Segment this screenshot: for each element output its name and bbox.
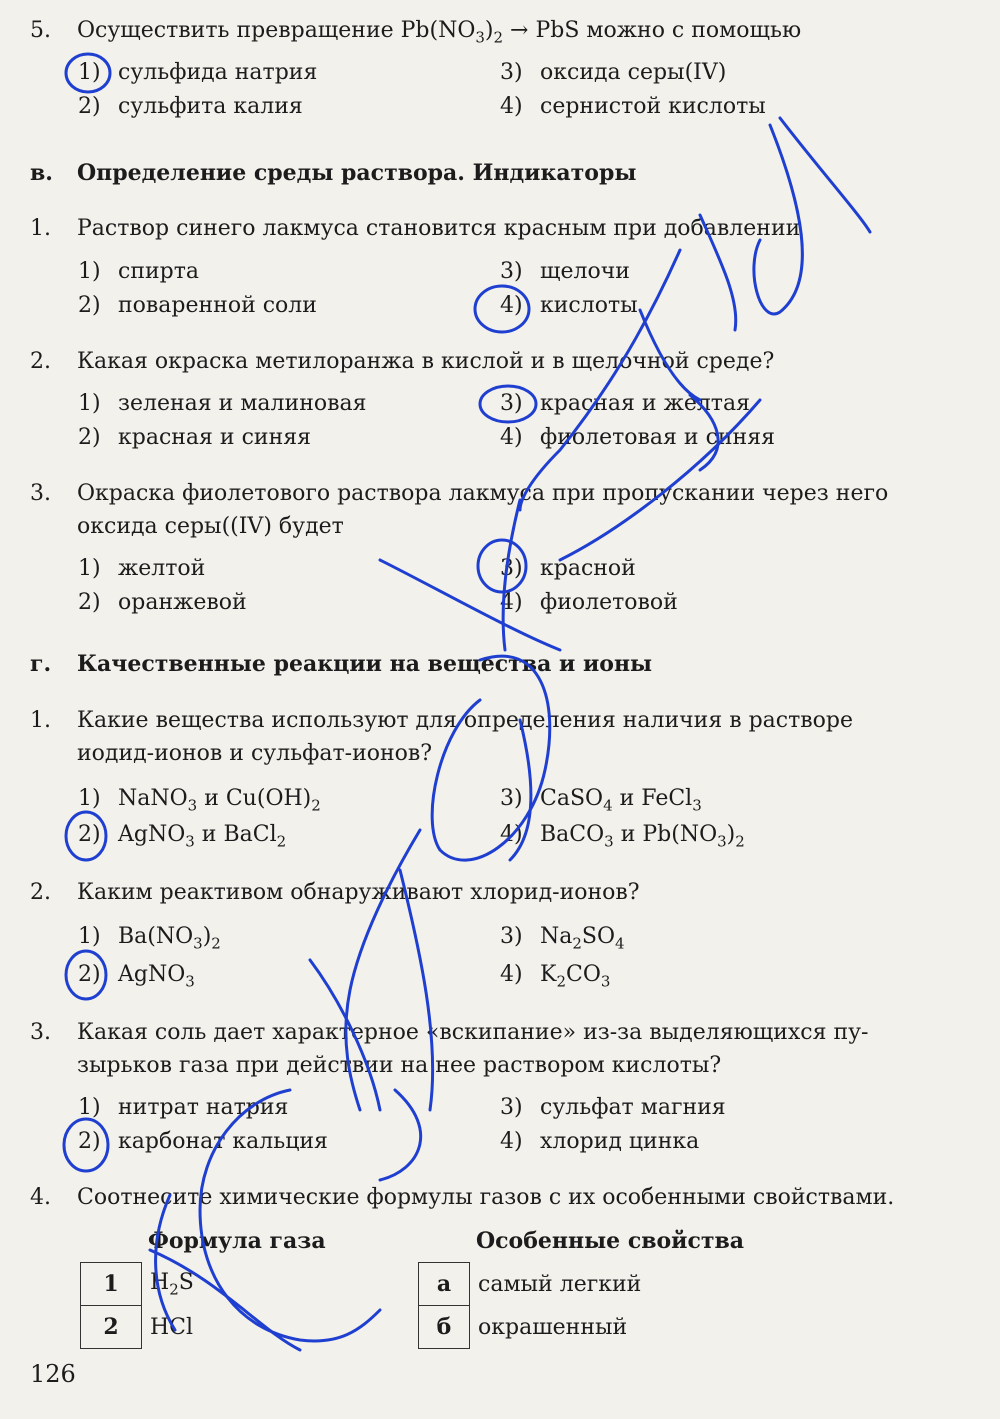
- option: 3) CaSO$_4$ и FeCl$_3$: [500, 786, 702, 815]
- table-header-formula: Формула газа: [148, 1228, 326, 1254]
- question-g4: 4. Соотнесите химические формулы газов с их особенными свойствами.: [30, 1185, 895, 1210]
- option: 4) сернистой кислоты: [500, 94, 766, 119]
- question-v1: 1. Раствор синего лакмуса становится красным при добавлении: [30, 216, 801, 241]
- question-number: 5.: [30, 18, 51, 43]
- question-g3: 3. Какая соль дает характерное «вскипание» из-за выделяющихся пу- зырьков газа при действии на нее раствором кислоты?: [30, 1020, 869, 1078]
- question-v3: 3. Окраска фиолетового раствора лакмуса при пропускании через него оксида серы((IV) будет: [30, 481, 889, 539]
- page-number: 126: [30, 1360, 76, 1388]
- option: 4) $K_2CO_3$: [500, 962, 611, 991]
- option: 4) фиолетовая и синяя: [500, 425, 775, 450]
- option: 3) щелочи: [500, 259, 630, 284]
- option: 2) AgNO$_3$: [78, 962, 195, 991]
- option: 1) NaNO$_3$ и $Cu(OH)_2$: [78, 786, 321, 815]
- scribble-stroke: [380, 1090, 421, 1180]
- option: 3) красная и желтая: [500, 391, 750, 416]
- option: 4) кислоты: [500, 293, 638, 318]
- table-row: 2 HCl: [81, 1306, 351, 1349]
- question-g1: 1. Какие вещества используют для определения наличия в растворе иодид-ионов и сульфат-ионов?: [30, 708, 854, 766]
- table-header-properties: Особенные свойства: [476, 1228, 745, 1254]
- option: 1) спирта: [78, 259, 200, 284]
- option: 1) желтой: [78, 556, 206, 581]
- option: 1) нитрат натрия: [78, 1095, 289, 1120]
- formula-table: [80, 1262, 351, 1349]
- option: 2) красная и синяя: [78, 425, 311, 450]
- option: 4) хлорид цинка: [500, 1129, 700, 1154]
- option: 2) поваренной соли: [78, 293, 317, 318]
- section-heading: г. Качественные реакции на вещества и ионы: [30, 651, 653, 677]
- option: 4) BaCO$_3$ и $Pb(NO_3)_2$: [500, 822, 745, 851]
- table-row: б окрашенный: [419, 1306, 779, 1349]
- option: 3) сульфат магния: [500, 1095, 726, 1120]
- option: 2) AgNO$_3$ и BaCl$_2$: [78, 822, 287, 851]
- option: 3) красной: [500, 556, 636, 581]
- scribble-stroke: [520, 250, 680, 510]
- section-heading: в. Определение среды раствора. Индикаторы: [30, 160, 637, 186]
- question-5: [30, 14, 950, 54]
- question-text: Осуществить превращение $Pb(NO_3)_2$ → PbS можно с помощью: [77, 18, 802, 47]
- option: 4) фиолетовой: [500, 590, 678, 615]
- table-row: а самый легкий: [419, 1263, 779, 1306]
- option: 2) карбонат кальция: [78, 1129, 328, 1154]
- table-row: 1 $H_2S$: [81, 1263, 351, 1306]
- option: 3) $Na_2SO_4$: [500, 924, 625, 953]
- option: 2) сульфита калия: [78, 94, 303, 119]
- properties-table: [418, 1262, 779, 1349]
- option: 1) $Ba(NO_3)_2$: [78, 924, 221, 953]
- question-v2: 2. Какая окраска метилоранжа в кислой и в щелочной среде?: [30, 349, 775, 374]
- option: 1) сульфида натрия: [78, 60, 318, 85]
- option: 3) оксида серы(IV): [500, 60, 727, 85]
- option: 2) оранжевой: [78, 590, 247, 615]
- option: 1) зеленая и малиновая: [78, 391, 367, 416]
- question-g2: 2. Каким реактивом обнаруживают хлорид-ионов?: [30, 880, 640, 905]
